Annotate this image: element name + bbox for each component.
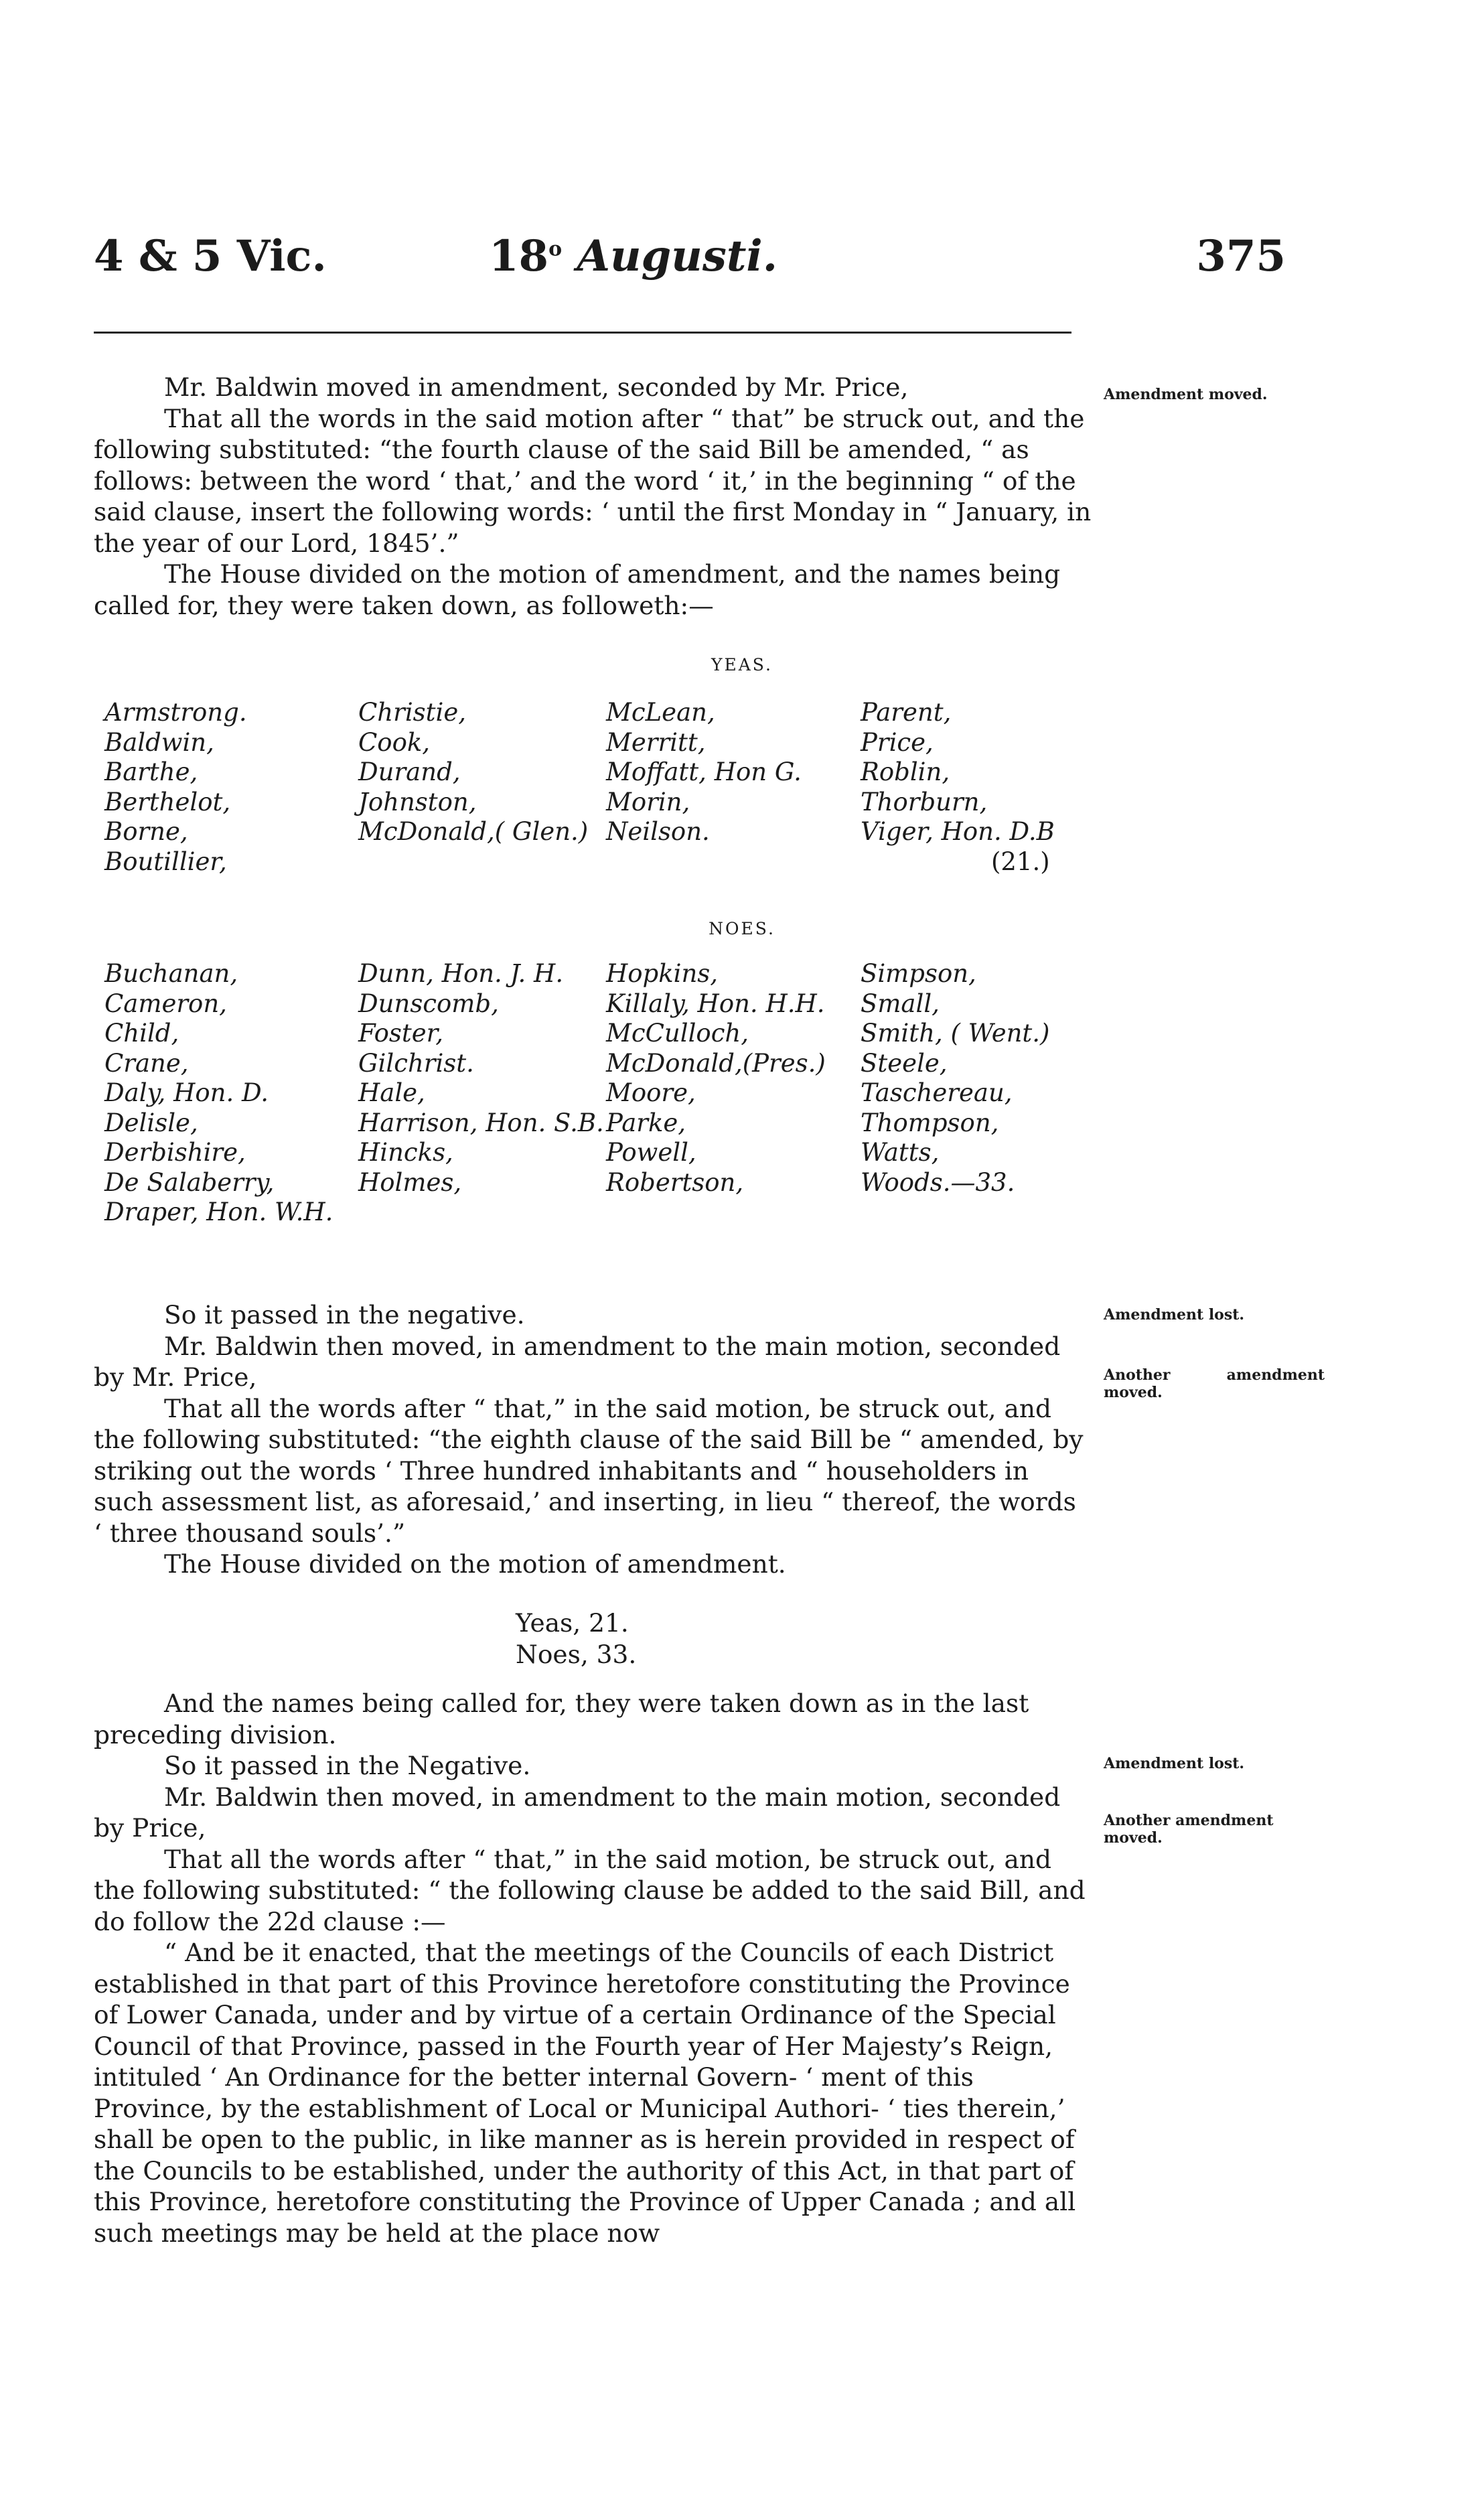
list-item: Delisle, Harrison, Hon. S.B. Parke, Thompson, xyxy=(104,1108,999,1137)
yeas-heading: YEAS. xyxy=(711,655,773,674)
date-month: Augusti. xyxy=(577,231,778,281)
page-header xyxy=(94,231,1286,285)
paragraph-third-motion: Mr. Baldwin then moved, in amendment to the main motion, seconded by Price, xyxy=(94,1782,1061,1843)
paragraph-division: The House divided on the motion of amendment, and the names being called for, they were taken down, as followeth:— xyxy=(94,559,1061,620)
margin-note-amendment-lost: Amendment lost. xyxy=(1104,1306,1245,1324)
list-item: Berthelot, Johnston, Morin, Thorburn, xyxy=(104,787,988,816)
date-day: 18 xyxy=(489,231,549,281)
list-item: Buchanan, Dunn, Hon. J. H. Hopkins, Simpson, xyxy=(104,959,976,988)
first-amendment-text xyxy=(94,372,1092,621)
paragraph-second-division: The House divided on the motion of amendment. xyxy=(164,1549,786,1579)
paragraph-negative-again: So it passed in the Negative. xyxy=(164,1751,531,1780)
margin-note-another-amendment-2: Another amendment moved. xyxy=(1104,1812,1274,1847)
list-item: Crane, Gilchrist. McDonald,(Pres.) Steele, xyxy=(104,1048,948,1078)
yeas-count: Yeas, 21. xyxy=(516,1608,629,1638)
paragraph-negative: So it passed in the negative. xyxy=(164,1300,525,1330)
list-item: Baldwin, Cook, Merritt, Price, xyxy=(104,727,934,757)
yeas-total: (21.) xyxy=(991,847,1050,876)
final-paragraphs xyxy=(94,1688,1092,2248)
list-item: Child, Foster, McCulloch, Smith, ( Went.) xyxy=(104,1019,1050,1048)
header-rule xyxy=(94,332,1071,334)
list-item: De Salaberry, Holmes, Robertson, Woods.—33. xyxy=(104,1167,1015,1197)
paragraph-names-called: And the names being called for, they were taken down as in the last preceding division. xyxy=(94,1689,1029,1749)
paragraph-second-amendment: That all the words after “ that,” in the said motion, be struck out, and the following substituted: “the eighth clause of the said Bill be “ amended, by striking out the words ‘ Three hundred inhabitants and “ householders in such assessment list, as aforesaid,’ and inserting, in lieu “ thereof, the words ‘ three thousand souls’.” xyxy=(94,1393,1084,1548)
paragraph-moved: Mr. Baldwin moved in amendment, seconded by Mr. Price, xyxy=(164,372,909,402)
list-item: Borne, McDonald,( Glen.) Neilson. Viger, Hon. D.B xyxy=(104,817,1055,846)
noes-count: Noes, 33. xyxy=(516,1640,637,1669)
volume-label: 4 & 5 Vic. xyxy=(94,231,327,281)
paragraph-third-amendment: That all the words after “ that,” in the said motion, be struck out, and the following substituted: “ the following clause be added to the said Bill, and do follow the 22d clause :— xyxy=(94,1844,1086,1936)
list-item: Armstrong. Christie, McLean, Parent, xyxy=(104,698,952,727)
later-paragraphs xyxy=(94,1299,1092,1580)
list-item: Daly, Hon. D. Hale, Moore, Taschereau, xyxy=(104,1078,1013,1107)
noes-heading: NOES. xyxy=(709,919,775,938)
date-superscript: o xyxy=(548,237,563,261)
paragraph-enacted-clause: “ And be it enacted, that the meetings of the Councils of each District established in that part of this Province heretofore constituting the Province of Lower Canada, under and by virtue of a certain Ordinance of the Special Council of that Province, passed in the Fourth year of Her Majesty’s Reign, intituled ‘ An Ordinance for the better internal Govern- ‘ ment of this Province, by the establishment of Local or Municipal Authori- ‘ ties therein,’ shall be open to the public, in like manner as is herein provided in respect of the Councils to be established, under the authority of this Act, in that part of this Province, heretofore constituting the Province of Upper Canada ; and all such meetings may be held at the place now xyxy=(94,1938,1076,2248)
list-item: Derbishire, Hincks, Powell, Watts, xyxy=(104,1138,940,1167)
list-item: Barthe, Durand, Moffatt, Hon G. Roblin, xyxy=(104,758,950,786)
list-item: Draper, Hon. W.H. xyxy=(104,1198,333,1226)
margin-note-amendment-lost-2: Amendment lost. xyxy=(1104,1755,1245,1772)
list-item: Cameron, Dunscomb, Killaly, Hon. H.H. Small, xyxy=(104,989,940,1018)
paragraph-amendment: That all the words in the said motion after “ that” be struck out, and the following substituted: “the fourth clause of the said Bill be amended, “ as follows: between the word ‘ that,’ and the word ‘ it,’ in the beginning “ of the said clause, insert the following words: ‘ until the first Monday in “ January, in the year of our Lord, 1845’.” xyxy=(94,403,1092,558)
paragraph-second-motion: Mr. Baldwin then moved, in amendment to the main motion, seconded by Mr. Price, xyxy=(94,1331,1061,1392)
margin-note-another-amendment: Another amendment moved. xyxy=(1104,1366,1325,1401)
margin-note-amendment-moved: Amendment moved. xyxy=(1104,386,1268,403)
date-label xyxy=(489,231,777,281)
page-number: 375 xyxy=(1196,231,1286,281)
list-item: Boutillier, (21.) xyxy=(104,847,1050,876)
yeas-list xyxy=(94,698,1085,877)
vote-counts xyxy=(516,1607,636,1670)
noes-list xyxy=(94,959,1085,1228)
